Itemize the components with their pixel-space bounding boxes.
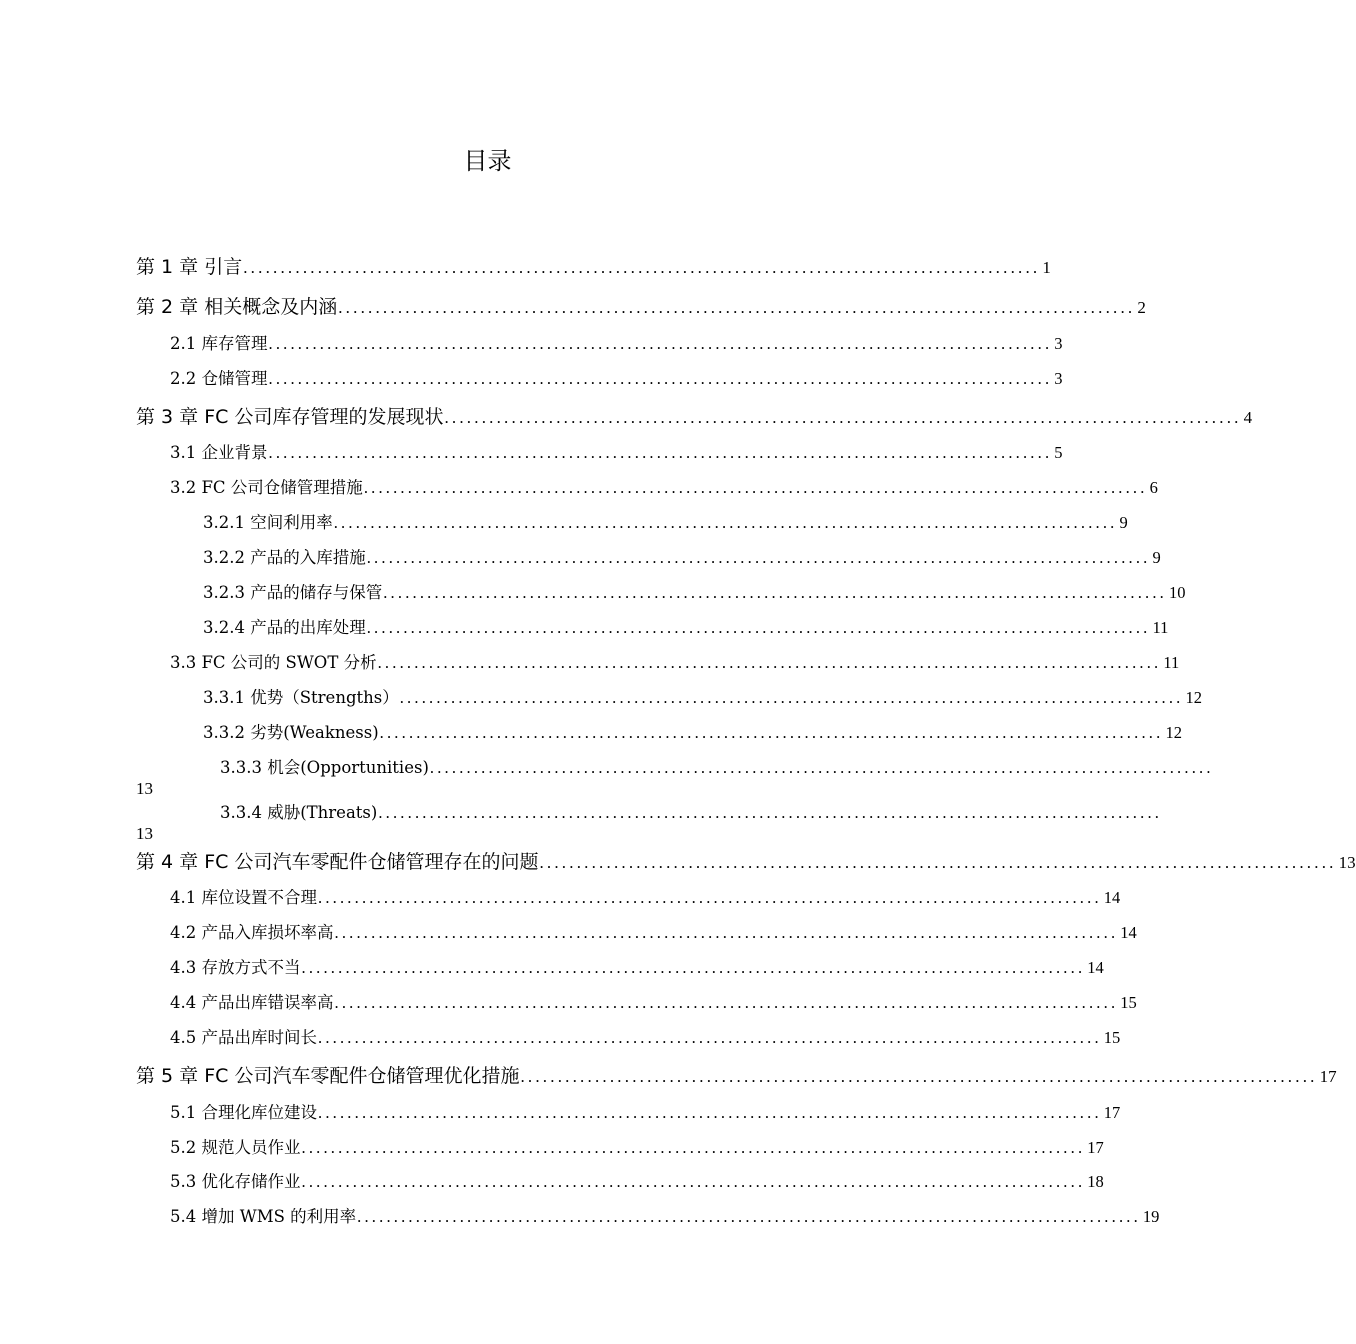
- toc-entry-label: 3.2.3 产品的储存与保管: [203, 583, 383, 602]
- toc-entry-3-2-3[interactable]: [203, 581, 1186, 605]
- toc-entry-label: 3.3.2 劣势(Weakness): [203, 723, 379, 742]
- toc-leader-dots: ...........................................................................................................: [539, 853, 1337, 872]
- toc-page-number: 19: [1142, 1207, 1160, 1226]
- toc-entry-label: 第 4 章 FC 公司汽车零配件仓储管理存在的问题: [136, 851, 539, 873]
- toc-leader-dots: ...........................................................................................................: [379, 723, 1164, 742]
- toc-entry-4-1[interactable]: [170, 886, 1121, 910]
- toc-page-number: 3: [1054, 369, 1063, 388]
- toc-leader-dots: ...........................................................................................................: [318, 1103, 1102, 1122]
- toc-entry-5-2[interactable]: [170, 1136, 1104, 1160]
- toc-entry-label: 3.3 FC 公司的 SWOT 分析: [170, 653, 377, 672]
- toc-page-number: 5: [1054, 443, 1063, 462]
- toc-page-number: 13: [1338, 853, 1356, 872]
- toc-leader-dots: ...........................................................................................................: [243, 258, 1041, 277]
- toc-page-number: 13: [136, 779, 153, 798]
- toc-entry-2-2[interactable]: [170, 367, 1063, 391]
- toc-leader-dots: ...........................................................................................................: [333, 513, 1118, 532]
- toc-leader-dots: ...........................................................................................................: [301, 958, 1086, 977]
- toc-entry-3-3[interactable]: [170, 651, 1180, 675]
- toc-entry-label: 3.1 企业背景: [170, 443, 268, 462]
- toc-entry-3-3-2[interactable]: [203, 721, 1182, 745]
- toc-entry-label: 3.3.1 优势（Strengths）: [203, 688, 399, 707]
- toc-entry-label: 2.1 库存管理: [170, 334, 268, 353]
- page-title: 目录: [463, 147, 512, 175]
- toc-entry-4-2[interactable]: [170, 921, 1137, 945]
- toc-leader-dots: ...........................................................................................................: [366, 618, 1151, 637]
- toc-page-number: 11: [1163, 653, 1180, 672]
- toc-page-number: 13: [136, 824, 153, 843]
- toc-entry-label: 3.2.2 产品的入库措施: [203, 548, 366, 567]
- toc-leader-dots: ...........................................................................................................: [338, 298, 1136, 317]
- toc-page-number: 15: [1103, 1028, 1121, 1047]
- toc-page-number: 9: [1119, 513, 1128, 532]
- toc-page-number: 17: [1103, 1103, 1121, 1122]
- toc-leader-dots: ...........................................................................................................: [377, 653, 1162, 672]
- toc-entry-label: 4.2 产品入库损坏率高: [170, 923, 334, 942]
- toc-entry-5-4[interactable]: [170, 1205, 1160, 1229]
- toc-page-number: 10: [1169, 583, 1186, 602]
- toc-entry-ch5[interactable]: [136, 1063, 1337, 1090]
- toc-leader-dots: ...........................................................................................................: [334, 993, 1119, 1012]
- toc-leader-dots: ...........................................................................................................: [301, 1172, 1086, 1191]
- toc-entry-label: 第 2 章 相关概念及内涵: [136, 296, 338, 318]
- toc-entry-label: 第 3 章 FC 公司库存管理的发展现状: [136, 406, 444, 428]
- toc-entry-label: 3.2.4 产品的出库处理: [203, 618, 366, 637]
- toc-entry-3-3-3[interactable]: [220, 756, 1214, 780]
- toc-entry-ch2[interactable]: [136, 294, 1146, 321]
- toc-entry-ch4[interactable]: [136, 849, 1356, 876]
- toc-entry-3-2-1[interactable]: [203, 511, 1128, 535]
- toc-page-number: 11: [1152, 618, 1169, 637]
- toc-leader-dots: ...........................................................................................................: [268, 369, 1053, 388]
- toc-page-number: 2: [1137, 298, 1146, 317]
- toc-leader-dots: ...........................................................................................................: [520, 1067, 1318, 1086]
- toc-entry-label: 3.3.3 机会(Opportunities): [220, 758, 429, 777]
- toc-entry-label: 5.4 增加 WMS 的利用率: [170, 1207, 357, 1226]
- toc-leader-dots: ...........................................................................................................: [444, 408, 1242, 427]
- toc-entry-label: 3.2.1 空间利用率: [203, 513, 333, 532]
- toc-page-number: 12: [1165, 723, 1182, 742]
- toc-page-number: 17: [1087, 1138, 1104, 1157]
- toc-entry-label: 3.2 FC 公司仓储管理措施: [170, 478, 363, 497]
- toc-entry-3-3-1[interactable]: [203, 686, 1203, 710]
- toc-leader-dots: ...........................................................................................................: [318, 1028, 1102, 1047]
- toc-entry-3-3-4[interactable]: [220, 801, 1163, 825]
- toc-entry-label: 第 5 章 FC 公司汽车零配件仓储管理优化措施: [136, 1065, 520, 1087]
- toc-entry-4-4[interactable]: [170, 991, 1137, 1015]
- toc-leader-dots: ...........................................................................................................: [301, 1138, 1086, 1157]
- toc-entry-label: 4.1 库位设置不合理: [170, 888, 317, 907]
- toc-page-number: 12: [1185, 688, 1203, 707]
- toc-page-number: 3: [1054, 334, 1063, 353]
- toc-entry-ch1[interactable]: [136, 254, 1051, 281]
- toc-leader-dots: ...........................................................................................................: [383, 583, 1168, 602]
- toc-page-number: 14: [1120, 923, 1137, 942]
- toc-page-number: 14: [1087, 958, 1104, 977]
- toc-entry-label: 5.3 优化存储作业: [170, 1172, 301, 1191]
- toc-page-number: 4: [1243, 408, 1253, 427]
- toc-leader-dots: ...........................................................................................................: [366, 548, 1151, 567]
- toc-entry-label: 2.2 仓储管理: [170, 369, 268, 388]
- toc-page-number: 18: [1087, 1172, 1104, 1191]
- toc-entry-5-3[interactable]: [170, 1170, 1104, 1194]
- toc-page-number: 15: [1120, 993, 1137, 1012]
- toc-entry-label: 4.4 产品出库错误率高: [170, 993, 334, 1012]
- toc-entry-label: 5.2 规范人员作业: [170, 1138, 301, 1157]
- toc-entry-label: 4.3 存放方式不当: [170, 958, 301, 977]
- toc-leader-dots: ...........................................................................................................: [268, 443, 1053, 462]
- toc-leader-dots: ...........................................................................................................: [399, 688, 1184, 707]
- toc-leader-dots: ...........................................................................................................: [318, 888, 1102, 907]
- toc-entry-4-3[interactable]: [170, 956, 1104, 980]
- toc-leader-dots: ...........................................................................................................: [378, 803, 1163, 822]
- toc-page-number: 6: [1149, 478, 1158, 497]
- toc-entry-label: 3.3.4 威胁(Threats): [220, 803, 378, 822]
- toc-entry-label: 4.5 产品出库时间长: [170, 1028, 317, 1047]
- toc-entry-3-1[interactable]: [170, 441, 1063, 465]
- toc-entry-label: 第 1 章 引言: [136, 256, 243, 278]
- toc-leader-dots: ...........................................................................................................: [363, 478, 1148, 497]
- toc-entry-label: 5.1 合理化库位建设: [170, 1103, 317, 1122]
- toc-leader-dots: ...........................................................................................................: [268, 334, 1053, 353]
- toc-page-number: 1: [1042, 258, 1051, 277]
- toc-leader-dots: ...........................................................................................................: [429, 758, 1214, 777]
- toc-page-number: 14: [1103, 888, 1121, 907]
- toc-entry-3-2[interactable]: [170, 476, 1158, 500]
- toc-entry-2-1[interactable]: [170, 332, 1063, 356]
- toc-entry-ch3[interactable]: [136, 404, 1253, 431]
- toc-entry-4-5[interactable]: [170, 1026, 1121, 1050]
- toc-entry-3-2-4[interactable]: [203, 616, 1169, 640]
- toc-page-number: 9: [1152, 548, 1161, 567]
- toc-page-number: 17: [1319, 1067, 1337, 1086]
- toc-leader-dots: ...........................................................................................................: [334, 923, 1119, 942]
- toc-entry-5-1[interactable]: [170, 1101, 1121, 1125]
- toc-entry-3-2-2[interactable]: [203, 546, 1161, 570]
- toc-leader-dots: ...........................................................................................................: [357, 1207, 1141, 1226]
